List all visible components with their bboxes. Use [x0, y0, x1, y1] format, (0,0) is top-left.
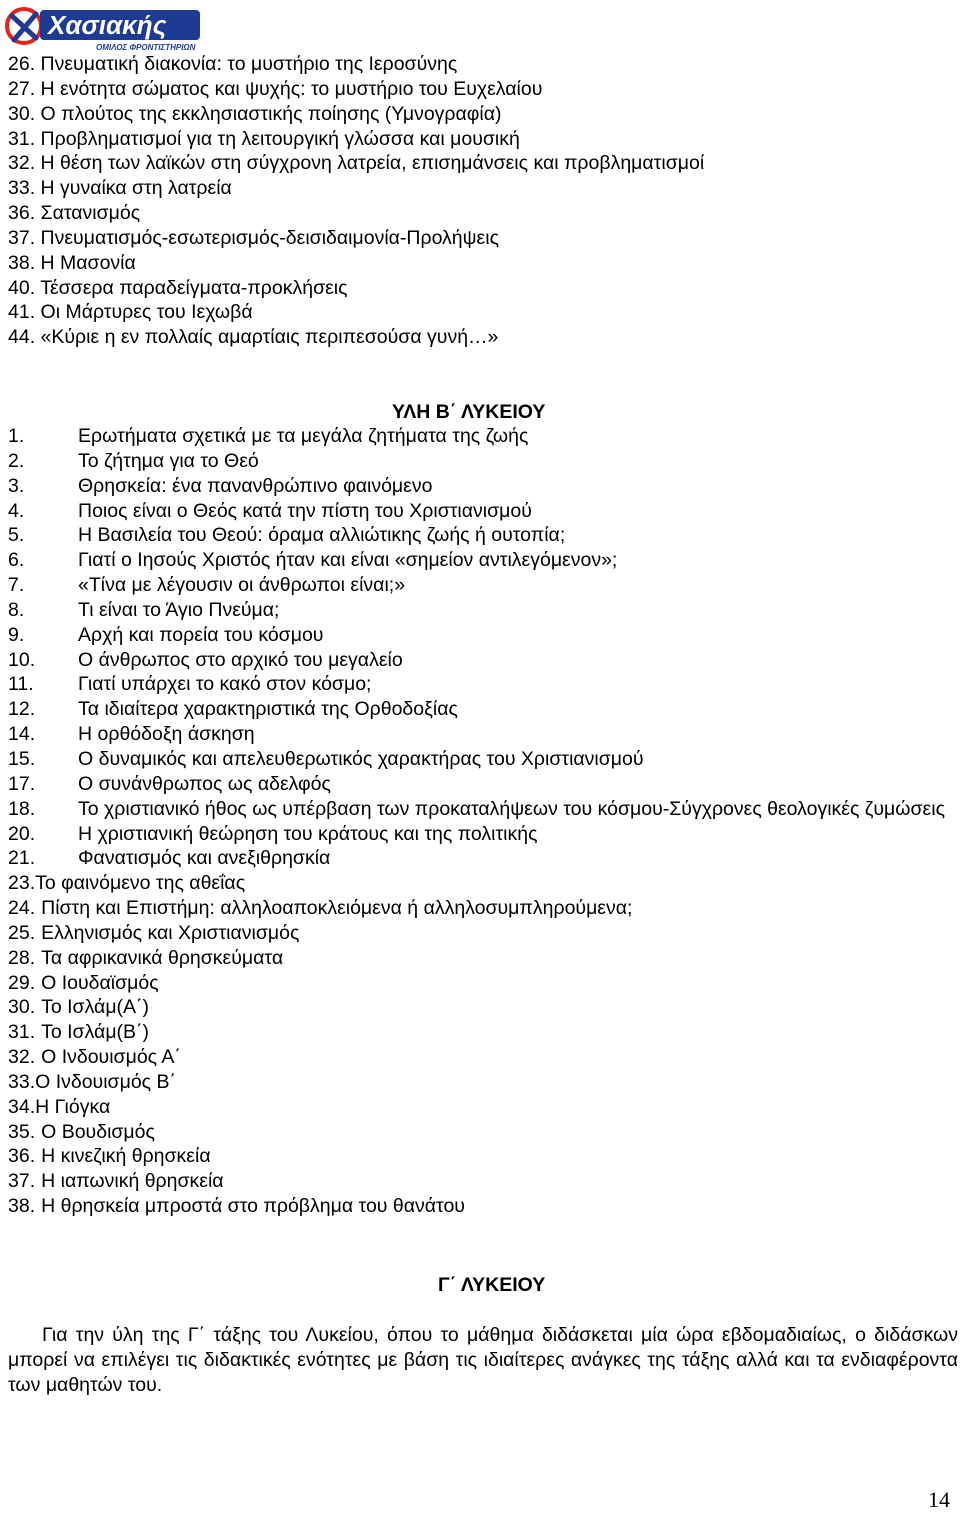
list-item: [8, 201, 704, 226]
list-item: [8, 325, 704, 350]
list-item-text: Ο Ινδουισμός Β΄: [35, 1070, 176, 1093]
list-item: [8, 523, 958, 548]
list-item-text: Τα ιδιαίτερα χαρακτηριστικά της Ορθοδοξίας: [78, 698, 458, 721]
list-item-number: 5.: [8, 524, 25, 547]
topics-list-continued: [8, 52, 704, 350]
list-item-text: Τι είναι το Άγιο Πνεύμα;: [78, 598, 280, 621]
section-b-topics-list: [8, 424, 958, 1219]
section-c-heading: Γ΄ ΛΥΚΕΙΟΥ: [438, 1274, 546, 1296]
list-item: [8, 573, 958, 598]
list-item-number: 32.: [8, 152, 36, 175]
list-item-number: 32.: [8, 1046, 36, 1069]
list-item-number: 25.: [8, 921, 36, 944]
list-item-number: 40.: [8, 276, 36, 299]
list-item-number: 30.: [8, 996, 36, 1019]
list-item-text: Ερωτήματα σχετικά με τα μεγάλα ζητήματα της ζωής: [78, 425, 529, 447]
list-item: [8, 946, 958, 971]
list-item: [8, 1070, 958, 1095]
list-item-text: «Τίνα με λέγουσιν οι άνθρωποι είναι;»: [78, 574, 406, 597]
list-item-text: Το Ισλάμ(Β΄): [41, 1021, 150, 1044]
logo-x-mark: [12, 14, 36, 40]
list-item-number: 37.: [8, 1170, 36, 1193]
list-item-text: Ο δυναμικός και απελευθερωτικός χαρακτήρας του Χριστιανισμού: [78, 747, 644, 770]
list-item-text: Η Γιόγκα: [35, 1095, 111, 1118]
list-item-number: 1.: [8, 425, 25, 447]
list-item: [8, 846, 958, 871]
list-item-number: 18.: [8, 797, 36, 820]
list-item-text: Ο συνάνθρωπος ως αδελφός: [78, 772, 331, 795]
list-item-number: 33.: [8, 1070, 36, 1093]
list-item-text: Οι Μάρτυρες του Ιεχωβά: [40, 301, 253, 324]
list-item: [8, 697, 958, 722]
list-item-number: 21.: [8, 847, 36, 870]
list-item-text: Η ενότητα σώματος και ψυχής: το μυστήριο του Ευχελαίου: [40, 77, 543, 100]
list-item-text: Ο Ινδουισμός Α΄: [41, 1046, 181, 1069]
list-item: [8, 1095, 958, 1120]
list-item: [8, 226, 704, 251]
list-item-number: 8.: [8, 598, 25, 621]
list-item-number: 44.: [8, 326, 36, 349]
page-number: 14: [928, 1487, 950, 1512]
list-item: [8, 424, 958, 449]
list-item: [8, 474, 958, 499]
list-item: [8, 102, 704, 127]
list-item: [8, 1169, 958, 1194]
list-item-number: 2.: [8, 449, 25, 472]
list-item: [8, 1194, 958, 1219]
list-item: [8, 1144, 958, 1169]
list-item-number: 4.: [8, 499, 25, 522]
list-item-text: Το φαινόμενο της αθεΐας: [35, 872, 246, 895]
list-item-number: 38.: [8, 251, 36, 274]
list-item-number: 14.: [8, 723, 36, 746]
list-item-number: 9.: [8, 623, 25, 646]
section-b-heading: ΥΛΗ Β΄ ΛΥΚΕΙΟΥ: [392, 401, 546, 423]
list-item: [8, 77, 704, 102]
list-item-text: Η ορθόδοξη άσκηση: [78, 723, 255, 746]
list-item-text: Η γυναίκα στη λατρεία: [40, 177, 232, 200]
list-item-text: Γιατί ο Ιησούς Χριστός ήταν και είναι «σημείον αντιλεγόμενον»;: [78, 549, 618, 572]
logo-subtitle: ΟΜΙΛΟΣ ΦΡΟΝΤΙΣΤΗΡΙΩΝ: [96, 43, 196, 52]
list-item-text: Αρχή και πορεία του κόσμου: [78, 623, 324, 646]
list-item: [8, 722, 958, 747]
list-item: [8, 449, 958, 474]
list-item-text: Θρησκεία: ένα πανανθρώπινο φαινόμενο: [78, 474, 433, 497]
list-item: [8, 623, 958, 648]
list-item-text: Η θρησκεία μπροστά στο πρόβλημα του θανάτου: [41, 1195, 465, 1218]
list-item: [8, 648, 958, 673]
logo-graphic: [4, 2, 204, 54]
list-item-text: Η θέση των λαϊκών στη σύγχρονη λατρεία, επισημάνσεις και προβληματισμοί: [40, 152, 705, 175]
list-item: [8, 1020, 958, 1045]
list-item: [8, 52, 704, 77]
list-item-text: Η Μασονία: [40, 251, 136, 274]
list-item: [8, 971, 958, 996]
list-item: [8, 921, 958, 946]
list-item: [8, 896, 958, 921]
list-item: [8, 672, 958, 697]
list-item-number: 12.: [8, 698, 36, 721]
list-item-number: 36.: [8, 1145, 36, 1168]
list-item-text: Ο Βουδισμός: [41, 1120, 155, 1143]
list-item-number: 3.: [8, 474, 25, 497]
list-item-number: 41.: [8, 301, 36, 324]
list-item: [8, 300, 704, 325]
list-item-number: 24.: [8, 897, 36, 920]
list-item-number: 38.: [8, 1195, 36, 1218]
list-item-number: 28.: [8, 946, 36, 969]
list-item: [8, 548, 958, 573]
list-item-text: Πνευματισμός-εσωτερισμός-δεισιδαιμονία-Προλήψεις: [40, 226, 499, 249]
list-item-text: Το χριστιανικό ήθος ως υπέρβαση των προκαταλήψεων του κόσμου-Σύγχρονες θεολογικές ζυμώσεις: [78, 797, 945, 820]
list-item-text: Ελληνισμός και Χριστιανισμός: [41, 921, 300, 944]
list-item: [8, 598, 958, 623]
list-item: [8, 1045, 958, 1070]
list-item: [8, 151, 704, 176]
list-item-number: 30.: [8, 102, 36, 125]
company-logo: [4, 2, 204, 54]
list-item-text: Η κινεζική θρησκεία: [41, 1145, 211, 1168]
list-item: [8, 276, 704, 301]
list-item: [8, 797, 958, 822]
list-item-number: 6.: [8, 549, 25, 572]
logo-wordmark: Χασιακής: [48, 10, 167, 40]
list-item: [8, 822, 958, 847]
list-item-text: Ποιος είναι ο Θεός κατά την πίστη του Χριστιανισμού: [78, 499, 532, 522]
list-item-number: 15.: [8, 747, 36, 770]
list-item-number: 26.: [8, 53, 36, 75]
list-item-number: 29.: [8, 971, 36, 994]
list-item-number: 10.: [8, 648, 36, 671]
list-item-number: 31.: [8, 127, 36, 150]
list-item-text: Η ιαπωνική θρησκεία: [41, 1170, 224, 1193]
list-item-text: «Κύριε η εν πολλαίς αμαρτίαις περιπεσούσα γυνή…»: [40, 326, 499, 349]
list-item-number: 7.: [8, 574, 25, 597]
section-c-paragraph: Για την ύλη της Γ΄ τάξης του Λυκείου, όπου το μάθημα διδάσκεται μία ώρα εβδομαδιαίως, ο διδάσκων μπορεί να επιλέγει τις διδακτικές ενότητες με βάση τις ιδιαίτερες ανάγκες της τάξης αλλά και τα ενδιαφέροντα των μαθητών του.: [8, 1324, 958, 1396]
list-item-text: Πίστη και Επιστήμη: αλληλοαποκλειόμενα ή αλληλοσυμπληρούμενα;: [41, 897, 633, 920]
list-item: [8, 995, 958, 1020]
list-item: [8, 251, 704, 276]
list-item-number: 35.: [8, 1120, 36, 1143]
list-item-number: 20.: [8, 822, 36, 845]
list-item-text: Η Βασιλεία του Θεού: όραμα αλλιώτικης ζωής ή ουτοπία;: [78, 524, 566, 547]
list-item: [8, 1120, 958, 1145]
list-item-text: Φανατισμός και ανεξιθρησκία: [78, 847, 331, 870]
list-item-text: Το Ισλάμ(Α΄): [41, 996, 150, 1019]
list-item-text: Τέσσερα παραδείγματα-προκλήσεις: [40, 276, 348, 299]
list-item: [8, 747, 958, 772]
list-item-text: Η χριστιανική θεώρηση του κράτους και της πολιτικής: [78, 822, 538, 845]
list-item-number: 11.: [8, 673, 34, 696]
list-item-number: 17.: [8, 772, 36, 795]
list-item-text: Σατανισμός: [40, 202, 141, 225]
list-item-text: Γιατί υπάρχει το κακό στον κόσμο;: [78, 673, 372, 696]
list-item: [8, 176, 704, 201]
list-item-text: Ο Ιουδαϊσμός: [41, 971, 159, 994]
list-item: [8, 127, 704, 152]
list-item-text: Ο άνθρωπος στο αρχικό του μεγαλείο: [78, 648, 403, 671]
list-item-number: 31.: [8, 1021, 36, 1044]
list-item-number: 37.: [8, 226, 36, 249]
list-item-number: 36.: [8, 202, 36, 225]
list-item: [8, 871, 958, 896]
list-item-number: 33.: [8, 177, 36, 200]
list-item-text: Τα αφρικανικά θρησκεύματα: [41, 946, 284, 969]
list-item-text: Πνευματική διακονία: το μυστήριο της Ιεροσύνης: [40, 53, 458, 75]
list-item: [8, 499, 958, 524]
list-item-number: 34.: [8, 1095, 36, 1118]
list-item: [8, 772, 958, 797]
list-item-text: Ο πλούτος της εκκλησιαστικής ποίησης (Υμνογραφία): [40, 102, 502, 125]
list-item-number: 23.: [8, 872, 36, 895]
list-item-text: Το ζήτημα για το Θεό: [78, 449, 259, 472]
list-item-text: Προβληματισμοί για τη λειτουργική γλώσσα και μουσική: [40, 127, 520, 150]
list-item-number: 27.: [8, 77, 36, 100]
